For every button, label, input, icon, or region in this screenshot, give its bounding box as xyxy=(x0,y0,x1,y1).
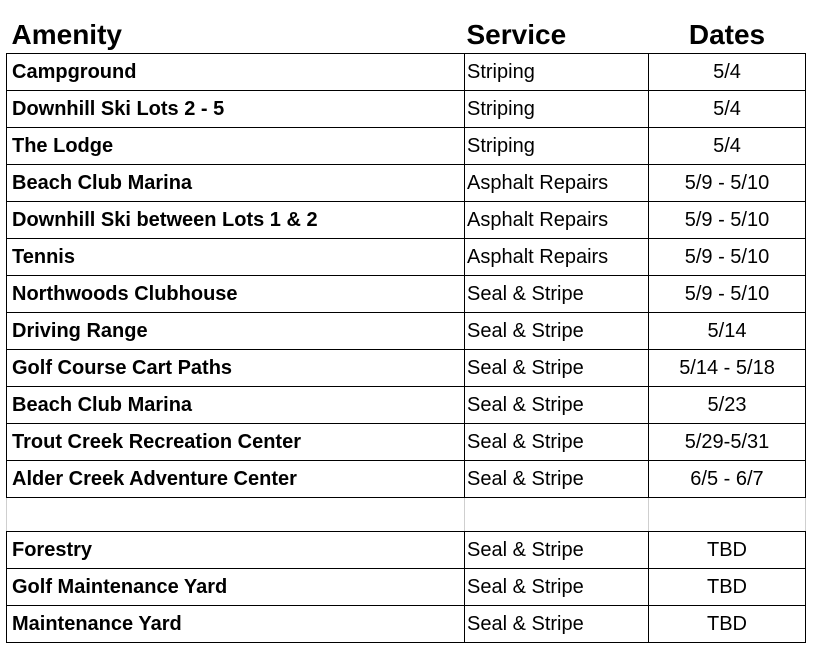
amenity-cell: Alder Creek Adventure Center xyxy=(7,461,465,498)
blank-cell xyxy=(7,498,465,532)
service-cell: Striping xyxy=(465,91,649,128)
schedule-sheet xyxy=(6,6,806,643)
dates-cell: 5/9 - 5/10 xyxy=(649,165,806,202)
table-row xyxy=(7,54,806,91)
dates-cell: TBD xyxy=(649,606,806,643)
header-service: Service xyxy=(466,19,567,50)
table-row xyxy=(7,350,806,387)
service-cell: Seal & Stripe xyxy=(465,387,649,424)
amenity-cell: Golf Course Cart Paths xyxy=(7,350,465,387)
dates-cell: 5/29-5/31 xyxy=(649,424,806,461)
dates-cell: 5/9 - 5/10 xyxy=(649,202,806,239)
schedule-table xyxy=(6,6,806,643)
amenity-cell: Northwoods Clubhouse xyxy=(7,276,465,313)
dates-cell: TBD xyxy=(649,569,806,606)
service-cell: Seal & Stripe xyxy=(465,313,649,350)
service-cell: Seal & Stripe xyxy=(465,461,649,498)
amenity-cell: The Lodge xyxy=(7,128,465,165)
service-cell: Striping xyxy=(465,128,649,165)
service-cell: Asphalt Repairs xyxy=(465,165,649,202)
service-cell: Seal & Stripe xyxy=(465,606,649,643)
table-row xyxy=(7,165,806,202)
amenity-cell: Campground xyxy=(7,54,465,91)
service-cell: Seal & Stripe xyxy=(465,569,649,606)
dates-cell: 5/23 xyxy=(649,387,806,424)
blank-row xyxy=(7,498,806,532)
dates-cell: 5/14 xyxy=(649,313,806,350)
dates-cell: 5/14 - 5/18 xyxy=(649,350,806,387)
table-row xyxy=(7,532,806,569)
amenity-cell: Maintenance Yard xyxy=(7,606,465,643)
amenity-cell: Beach Club Marina xyxy=(7,387,465,424)
amenity-cell: Tennis xyxy=(7,239,465,276)
service-cell: Asphalt Repairs xyxy=(465,202,649,239)
service-cell: Seal & Stripe xyxy=(465,276,649,313)
dates-cell: 5/4 xyxy=(649,128,806,165)
table-row xyxy=(7,606,806,643)
header-row xyxy=(7,6,806,54)
table-row xyxy=(7,128,806,165)
amenity-cell: Driving Range xyxy=(7,313,465,350)
amenity-cell: Downhill Ski between Lots 1 & 2 xyxy=(7,202,465,239)
service-cell: Asphalt Repairs xyxy=(465,239,649,276)
table-row xyxy=(7,387,806,424)
dates-cell: 5/9 - 5/10 xyxy=(649,239,806,276)
dates-cell: TBD xyxy=(649,532,806,569)
blank-cell xyxy=(649,498,806,532)
service-cell: Seal & Stripe xyxy=(465,350,649,387)
amenity-cell: Beach Club Marina xyxy=(7,165,465,202)
amenity-cell: Downhill Ski Lots 2 - 5 xyxy=(7,91,465,128)
dates-cell: 5/9 - 5/10 xyxy=(649,276,806,313)
service-cell: Striping xyxy=(465,54,649,91)
table-row xyxy=(7,91,806,128)
table-row xyxy=(7,424,806,461)
dates-cell: 5/4 xyxy=(649,54,806,91)
table-row xyxy=(7,461,806,498)
blank-cell xyxy=(465,498,649,532)
dates-cell: 5/4 xyxy=(649,91,806,128)
table-row xyxy=(7,569,806,606)
service-cell: Seal & Stripe xyxy=(465,424,649,461)
header-amenity: Amenity xyxy=(11,19,122,50)
header-dates: Dates xyxy=(688,19,766,50)
amenity-cell: Trout Creek Recreation Center xyxy=(7,424,465,461)
amenity-cell: Forestry xyxy=(7,532,465,569)
amenity-cell: Golf Maintenance Yard xyxy=(7,569,465,606)
service-cell: Seal & Stripe xyxy=(465,532,649,569)
table-row xyxy=(7,313,806,350)
dates-cell: 6/5 - 6/7 xyxy=(649,461,806,498)
table-row xyxy=(7,239,806,276)
table-row xyxy=(7,202,806,239)
table-row xyxy=(7,276,806,313)
